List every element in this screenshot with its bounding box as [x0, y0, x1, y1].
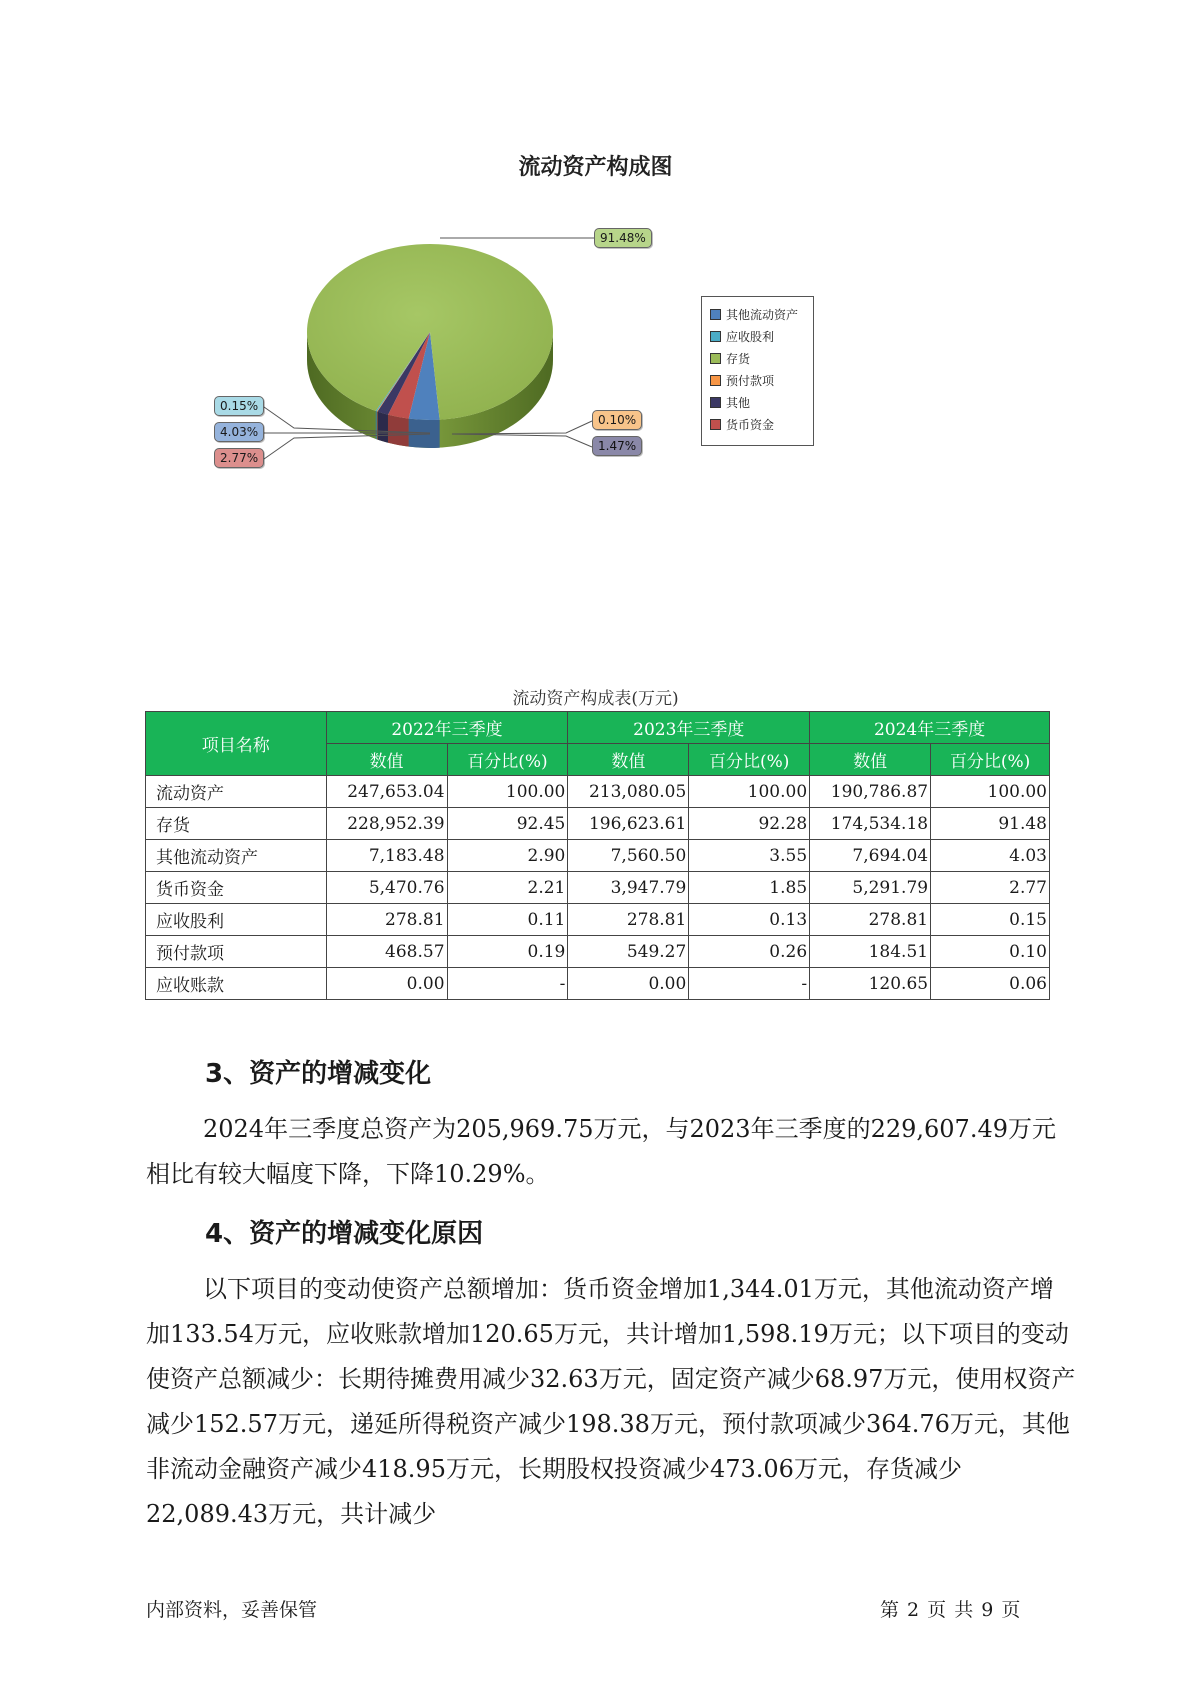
table-header-row — [146, 712, 1050, 744]
value-cell: 3,947.79 — [568, 872, 689, 904]
pie-slice-side — [377, 412, 387, 443]
pct-cell: 0.11 — [447, 904, 568, 936]
value-cell: 7,560.50 — [568, 840, 689, 872]
header-pct: 百分比(%) — [931, 744, 1050, 776]
value-cell: 184.51 — [810, 936, 931, 968]
legend-label: 应收股利 — [726, 330, 775, 344]
pct-cell: 91.48 — [931, 808, 1050, 840]
header-value: 数值 — [326, 744, 447, 776]
header-pct: 百分比(%) — [447, 744, 568, 776]
footer-confidential: 内部资料，妥善保管 — [146, 1599, 318, 1621]
data-label-other-current-assets: 4.03% — [214, 422, 264, 442]
data-label-other: 1.47% — [592, 436, 642, 456]
row-label: 应收股利 — [146, 904, 327, 936]
footer-page-number: 第 2 页 共 9 页 — [880, 1599, 1022, 1621]
header-value: 数值 — [568, 744, 689, 776]
table-caption: 流动资产构成表(万元) — [512, 689, 679, 709]
pct-cell: 0.15 — [931, 904, 1050, 936]
table-row — [146, 808, 1050, 840]
pct-cell: 100.00 — [931, 776, 1050, 808]
legend-item — [710, 351, 750, 367]
pct-cell: 0.06 — [931, 968, 1050, 1000]
value-cell: 190,786.87 — [810, 776, 931, 808]
pct-cell: 92.45 — [447, 808, 568, 840]
legend-swatch — [710, 331, 721, 342]
value-cell: 213,080.05 — [568, 776, 689, 808]
value-cell: 228,952.39 — [326, 808, 447, 840]
value-cell: 120.65 — [810, 968, 931, 1000]
value-cell: 5,291.79 — [810, 872, 931, 904]
value-cell: 278.81 — [568, 904, 689, 936]
table-row — [146, 776, 1050, 808]
row-label: 存货 — [146, 808, 327, 840]
section-3-paragraph: 2024年三季度总资产为205,969.75万元，与2023年三季度的229,607.49万元相比有较大幅度下降，下降10.29%。 — [146, 1115, 1056, 1188]
pct-cell: 2.21 — [447, 872, 568, 904]
value-cell: 549.27 — [568, 936, 689, 968]
row-label: 货币资金 — [146, 872, 327, 904]
pct-cell: 92.28 — [689, 808, 810, 840]
legend-label: 存货 — [726, 352, 751, 366]
value-cell: 0.00 — [568, 968, 689, 1000]
pct-cell: 0.13 — [689, 904, 810, 936]
legend-label: 其他流动资产 — [726, 308, 799, 322]
chart-title: 流动资产构成图 — [518, 155, 673, 180]
chart-legend — [701, 296, 814, 446]
section-3-heading: 3、资产的增减变化 — [205, 1059, 432, 1089]
header-value: 数值 — [810, 744, 931, 776]
header-pct: 百分比(%) — [689, 744, 810, 776]
table-row — [146, 968, 1050, 1000]
header-period: 2022年三季度 — [326, 712, 568, 744]
table-row — [146, 936, 1050, 968]
current-assets-table — [145, 711, 1050, 1000]
data-label-cash: 2.77% — [214, 448, 264, 468]
pct-cell: 100.00 — [447, 776, 568, 808]
value-cell: 468.57 — [326, 936, 447, 968]
pct-cell: 2.90 — [447, 840, 568, 872]
value-cell: 7,694.04 — [810, 840, 931, 872]
value-cell: 174,534.18 — [810, 808, 931, 840]
pie-slice-side — [388, 415, 409, 447]
table-row — [146, 904, 1050, 936]
value-cell: 278.81 — [326, 904, 447, 936]
legend-swatch — [710, 353, 721, 364]
value-cell: 5,470.76 — [326, 872, 447, 904]
pct-cell: 100.00 — [689, 776, 810, 808]
legend-swatch — [710, 375, 721, 386]
value-cell: 7,183.48 — [326, 840, 447, 872]
header-period: 2024年三季度 — [810, 712, 1050, 744]
legend-item — [710, 373, 774, 389]
pct-cell: - — [689, 968, 810, 1000]
header-period: 2023年三季度 — [568, 712, 810, 744]
legend-label: 货币资金 — [726, 418, 775, 432]
value-cell: 278.81 — [810, 904, 931, 936]
value-cell: 247,653.04 — [326, 776, 447, 808]
legend-item — [710, 329, 774, 345]
data-label-dividends-receivable: 0.15% — [214, 396, 264, 416]
header-item-name: 项目名称 — [146, 712, 327, 776]
row-label: 流动资产 — [146, 776, 327, 808]
legend-item — [710, 307, 798, 323]
section-4-paragraph: 以下项目的变动使资产总额增加：货币资金增加1,344.01万元，其他流动资产增加133.54万元，应收账款增加120.65万元，共计增加1,598.19万元；以下项目的变动使资产总额减少：长期待摊费用减少32.63万元，固定资产减少68.97万元，使用权资产减少152.57万元，递延所得税资产减少198.38万元，预付款项减少364.76万元，其他非流动金融资产减少418.95万元，长期股权投资减少473.06万元，存货减少22,089.43万元，共计减少 — [146, 1275, 1076, 1528]
legend-swatch — [710, 309, 721, 320]
legend-swatch — [710, 419, 721, 430]
table-row — [146, 840, 1050, 872]
row-label: 应收账款 — [146, 968, 327, 1000]
legend-label: 其他 — [726, 396, 751, 410]
value-cell: 196,623.61 — [568, 808, 689, 840]
row-label: 其他流动资产 — [146, 840, 327, 872]
pct-cell: 2.77 — [931, 872, 1050, 904]
section-4-heading: 4、资产的增减变化原因 — [205, 1219, 484, 1249]
pct-cell: 0.26 — [689, 936, 810, 968]
legend-label: 预付款项 — [726, 374, 775, 388]
pct-cell: - — [447, 968, 568, 1000]
legend-item — [710, 417, 774, 433]
pct-cell: 1.85 — [689, 872, 810, 904]
pct-cell: 3.55 — [689, 840, 810, 872]
pct-cell: 0.10 — [931, 936, 1050, 968]
table-row — [146, 872, 1050, 904]
row-label: 预付款项 — [146, 936, 327, 968]
legend-item — [710, 395, 750, 411]
pct-cell: 0.19 — [447, 936, 568, 968]
legend-swatch — [710, 397, 721, 408]
data-label-inventory: 91.48% — [594, 228, 652, 248]
value-cell: 0.00 — [326, 968, 447, 1000]
data-label-prepayments: 0.10% — [592, 410, 642, 430]
pct-cell: 4.03 — [931, 840, 1050, 872]
